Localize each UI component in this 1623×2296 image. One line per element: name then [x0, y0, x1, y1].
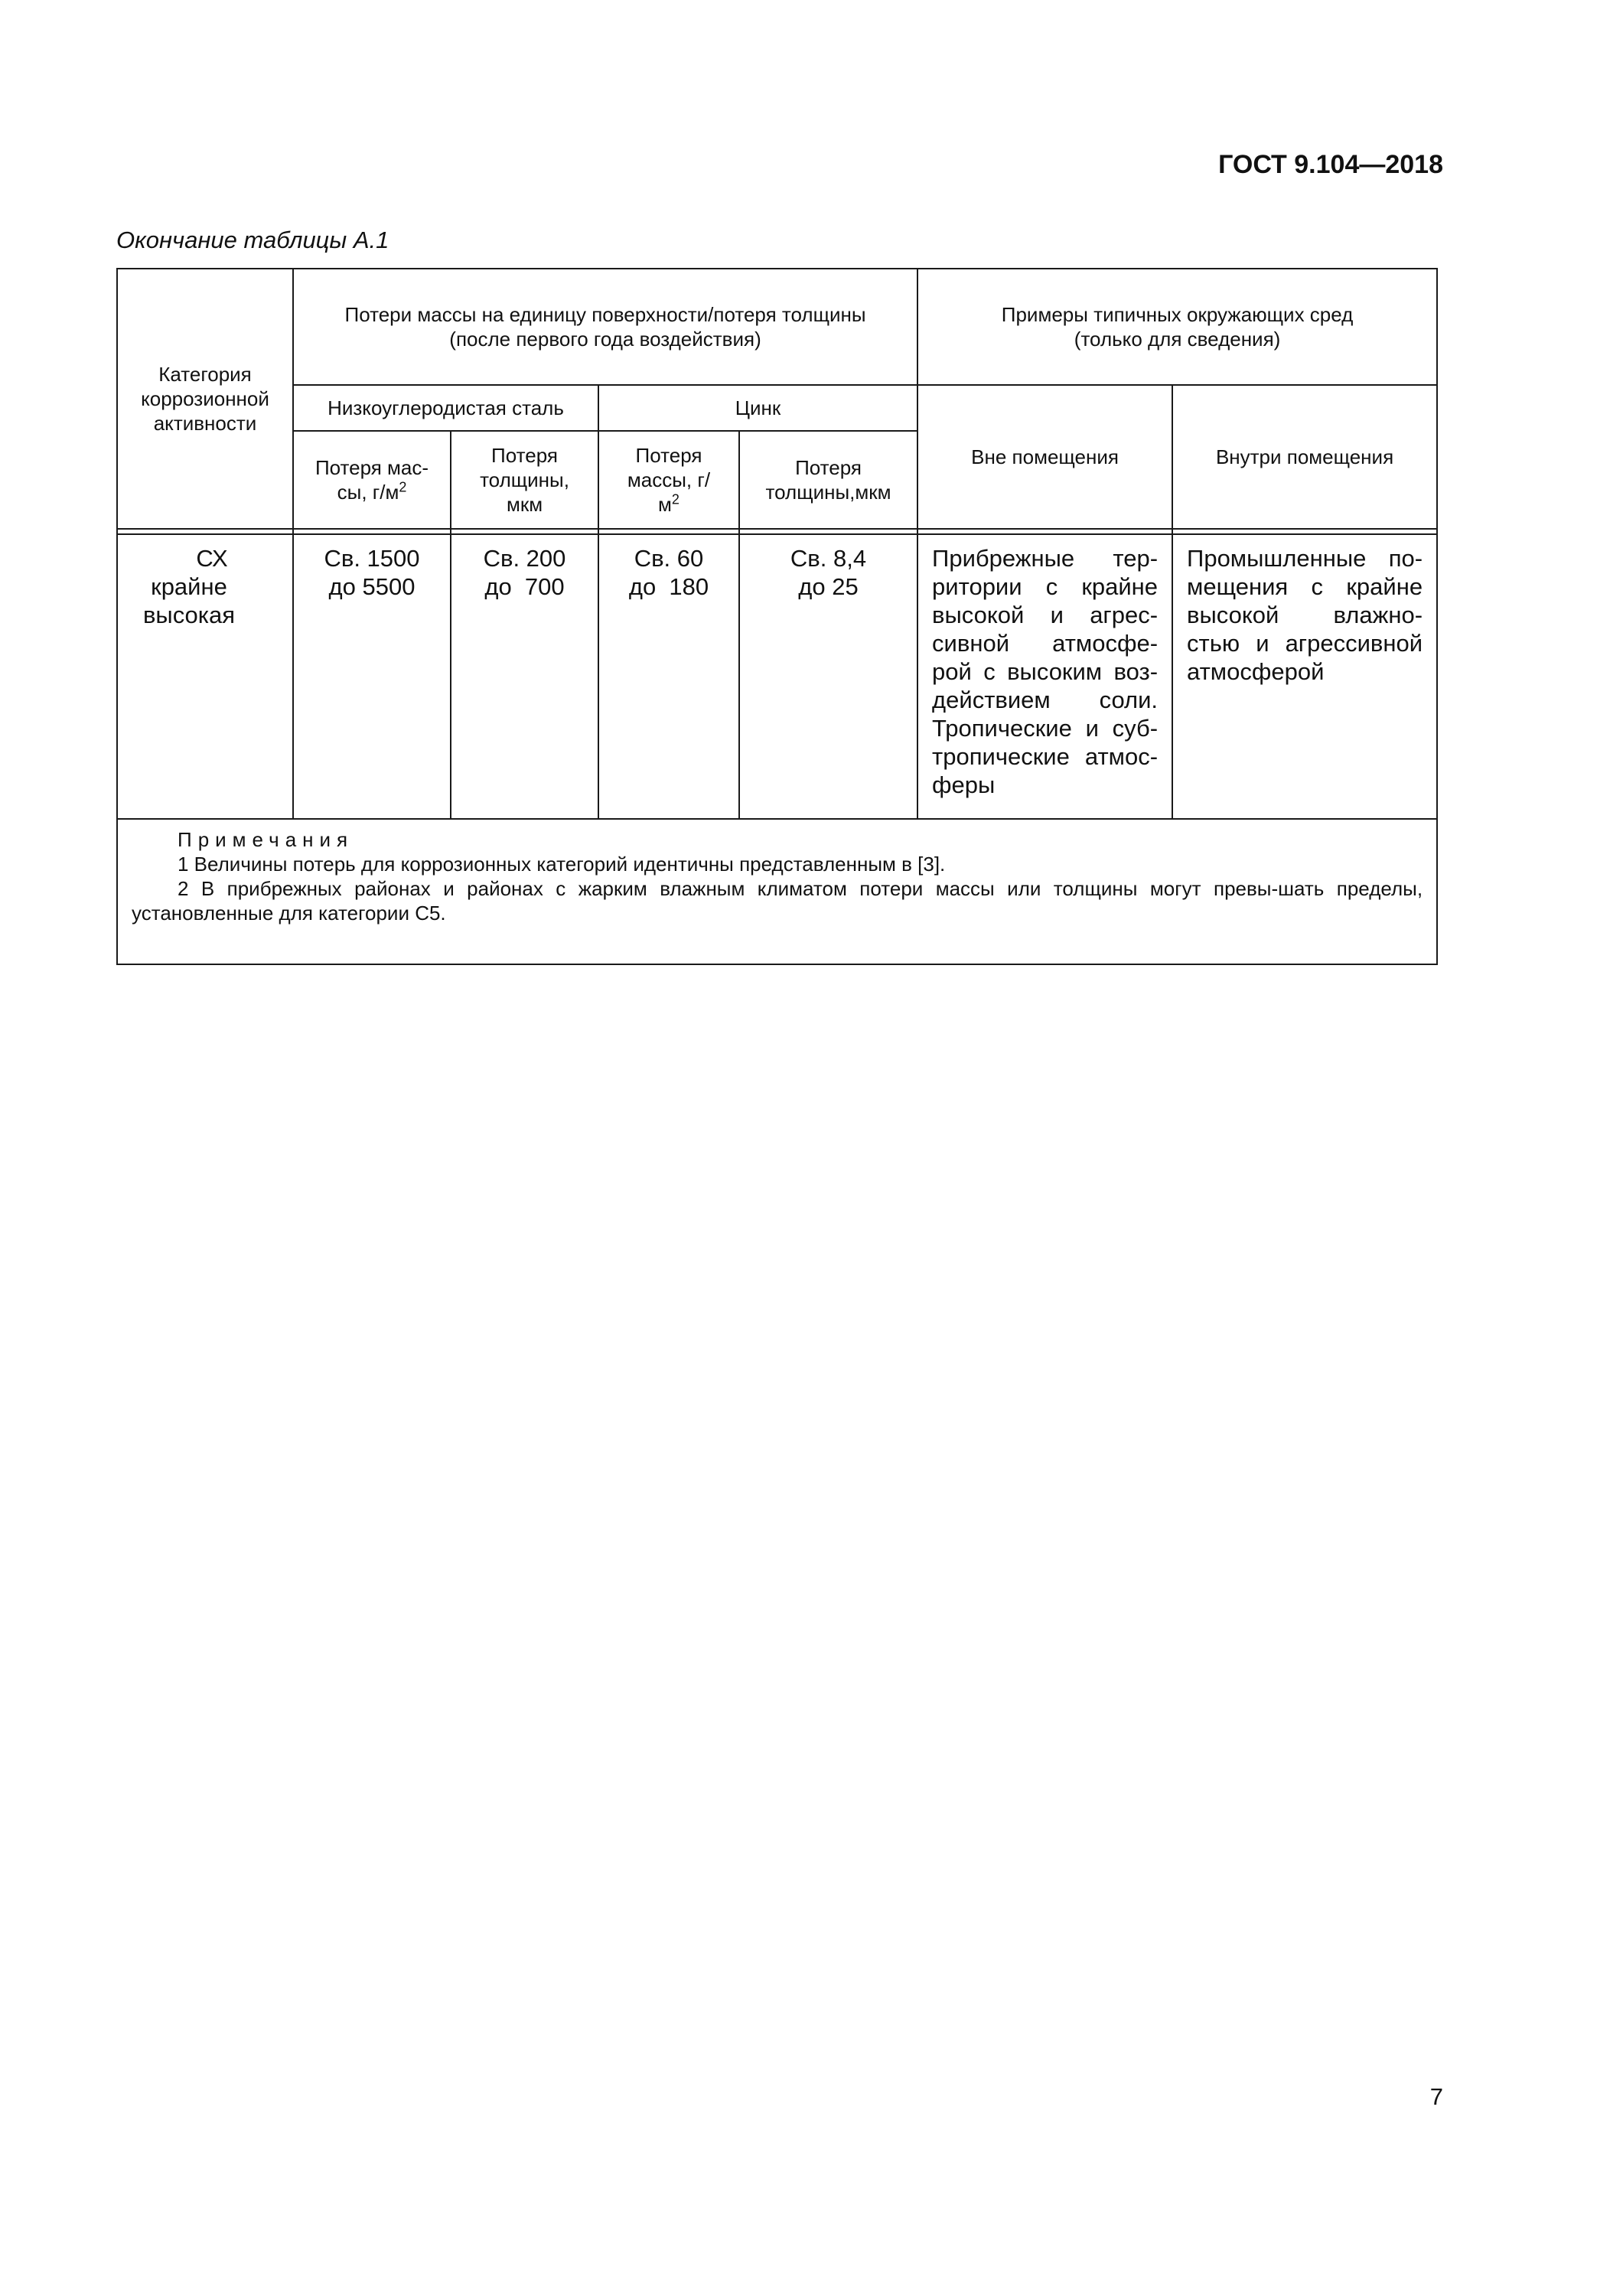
header-steel-thickness: Потеря толщины, мкм	[451, 431, 598, 529]
header-indoor: Внутри помещения	[1172, 385, 1437, 529]
table-row	[117, 534, 1437, 819]
header-outdoor: Вне помещения	[917, 385, 1172, 529]
cell-indoor: Промышленные по-мещения с крайне высокой влажно-стью и агрессивной атмосферой	[1172, 534, 1437, 819]
cell-zinc-mass: Св. 60 до 180	[598, 534, 739, 819]
corrosion-table	[116, 268, 1438, 965]
header-examples: Примеры типичных окружающих сред (только для сведения)	[917, 269, 1437, 385]
header-steel: Низкоуглеродистая сталь	[293, 385, 598, 431]
cell-outdoor: Прибрежные тер-ритории с крайне высокой и агрес-сивной атмосфе-рой с высоким воз-действием соли. Тропические и суб-тропические атмос-феры	[917, 534, 1172, 819]
cell-steel-mass: Св. 1500 до 5500	[293, 534, 451, 819]
header-category: Категория коррозионной активности	[117, 269, 293, 529]
table-notes	[117, 819, 1437, 964]
header-zinc: Цинк	[598, 385, 917, 431]
note-1: 1 Величины потерь для коррозионных категорий идентичны представленным в [3].	[178, 853, 946, 876]
table-caption: Окончание таблицы А.1	[116, 227, 389, 253]
header-steel-mass: Потеря мас-сы, $г/м^2$	[293, 431, 451, 529]
note-2: 2 В прибрежных районах и районах с жарким влажным климатом потери массы или толщины могут превы-шать пределы, установленные для категории С5.	[132, 877, 1423, 925]
header-zinc-thickness: Потеря толщины,мкм	[739, 431, 917, 529]
page-number: 7	[1429, 2083, 1443, 2110]
notes-title: Примечания	[178, 828, 354, 851]
cell-zinc-thickness: Св. 8,4 до 25	[739, 534, 917, 819]
cell-category: СХ крайне высокая	[117, 534, 293, 819]
header-losses: Потери массы на единицу поверхности/потеря толщины (после первого года воздействия)	[293, 269, 917, 385]
document-code: ГОСТ 9.104—2018	[1218, 150, 1443, 179]
cell-steel-thickness: Св. 200 до 700	[451, 534, 598, 819]
header-zinc-mass: Потеря массы, $г/м^2$	[598, 431, 739, 529]
